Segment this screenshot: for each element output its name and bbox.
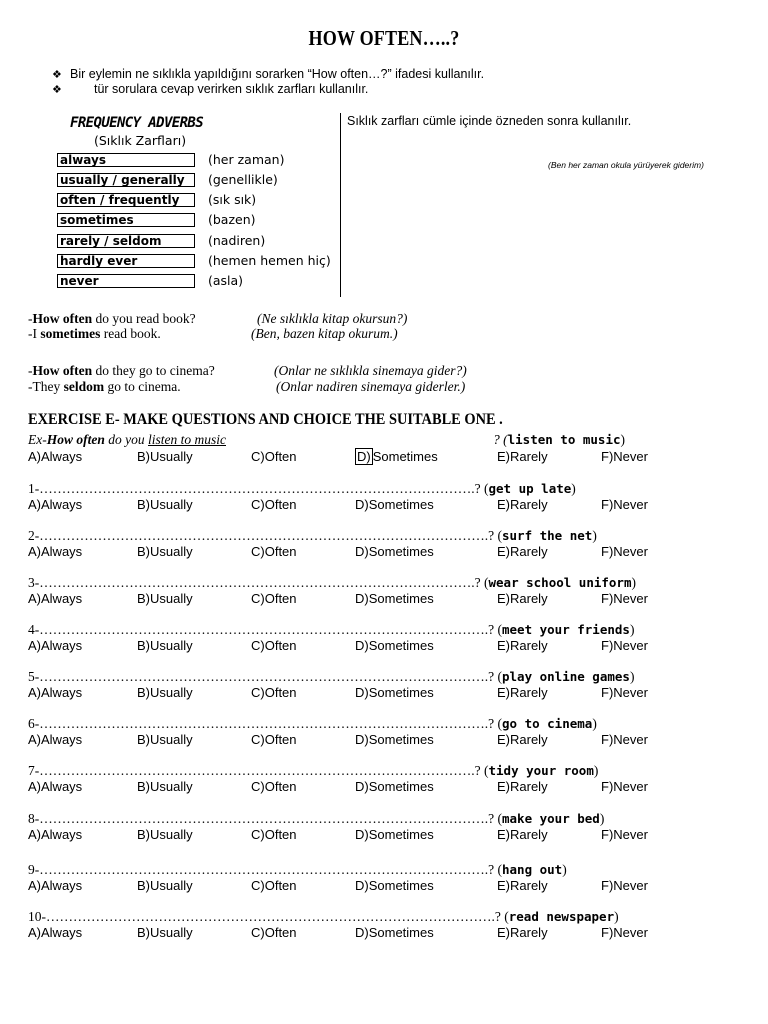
answer-blank[interactable]: ………………………………………………………………………………………. <box>39 622 489 637</box>
question-mark: ? ( <box>474 481 489 496</box>
option-e[interactable]: E)Rarely <box>497 497 548 512</box>
close-paren: ) <box>620 432 626 447</box>
option-e[interactable]: E)Rarely <box>497 827 548 842</box>
sentence-rest: read book. <box>100 326 161 341</box>
cue-text: tidy your room <box>488 763 594 778</box>
close-paren: ) <box>592 716 597 731</box>
translation-text: (Onlar nadiren sinemaya giderler.) <box>276 379 466 394</box>
translation-text: (Ne sıklıkla kitap okursun?) <box>257 311 408 326</box>
close-paren: ) <box>629 669 635 684</box>
bullet-text: Bir eylemin ne sıklıkla yapıldığını sorarken “How often…?” ifadesi kullanılır. <box>70 67 485 81</box>
cue-text: meet your friends <box>502 622 630 637</box>
close-paren: ) <box>593 763 599 778</box>
close-paren: ) <box>631 575 636 590</box>
answer-blank[interactable]: ………………………………………………………………………………………. <box>39 811 489 826</box>
keyword: How often <box>32 363 93 378</box>
example-sentence <box>28 363 215 379</box>
dash: - <box>28 363 33 378</box>
option-b[interactable]: B)Usually <box>137 685 193 700</box>
column-divider <box>340 113 341 297</box>
question-mark: ? ( <box>493 432 508 447</box>
option-d[interactable]: D)Sometimes <box>355 685 434 700</box>
dash: -I <box>28 326 41 341</box>
answer-blank[interactable]: ………………………………………………………………………………………. <box>46 909 495 924</box>
option-a: A)Always <box>28 449 83 464</box>
answer-blank[interactable]: ……………………………………………………………………………………. <box>39 575 475 590</box>
option-c[interactable]: C)Often <box>251 925 297 940</box>
example-sentence <box>28 326 161 342</box>
option-d[interactable]: D)Sometimes <box>355 827 434 842</box>
adverb-translation: (bazen) <box>208 212 256 227</box>
keyword: How often <box>46 432 105 447</box>
option-c[interactable]: C)Often <box>251 732 297 747</box>
option-a[interactable]: A)Always <box>28 638 83 653</box>
example-translation <box>251 326 398 342</box>
question-number: 10- <box>28 909 46 924</box>
option-d[interactable]: D)Sometimes <box>355 638 434 653</box>
exercise-example-cue <box>493 432 625 448</box>
option-a[interactable]: A)Always <box>28 827 83 842</box>
option-c[interactable]: C)Often <box>251 591 297 606</box>
option-e: E)Rarely <box>497 449 548 464</box>
question-mark: ? ( <box>488 716 502 731</box>
question-line <box>28 811 604 827</box>
question-line <box>28 575 636 591</box>
exercise-heading: EXERCISE E- MAKE QUESTIONS AND CHOICE THE SUITABLE ONE . <box>28 411 503 428</box>
translation-text: (Onlar ne sıklıkla sinemaya gider?) <box>274 363 467 378</box>
question-mark: ? ( <box>488 669 502 684</box>
question-number: 3- <box>28 575 40 590</box>
close-paren: ) <box>614 909 619 924</box>
option-a[interactable]: A)Always <box>28 497 83 512</box>
close-paren: ) <box>599 811 605 826</box>
adverb-translation: (nadiren) <box>208 233 266 248</box>
option-e[interactable]: E)Rarely <box>497 591 548 606</box>
option-b[interactable]: B)Usually <box>137 591 193 606</box>
dash: - <box>28 311 33 326</box>
option-d[interactable]: D)Sometimes <box>355 878 434 893</box>
option-f[interactable]: F)Never <box>601 732 648 747</box>
question-line <box>28 669 634 685</box>
diamond-bullet-icon: ❖ <box>52 69 62 81</box>
cue-text: listen to music <box>507 432 621 447</box>
answer-blank[interactable]: ………………………………………………………………………………………. <box>39 669 489 684</box>
page-title: HOW OFTEN…..? <box>308 26 460 50</box>
option-c[interactable]: C)Often <box>251 638 297 653</box>
option-f[interactable]: F)Never <box>601 779 648 794</box>
option-e[interactable]: E)Rarely <box>497 732 548 747</box>
option-e[interactable]: E)Rarely <box>497 878 548 893</box>
question-number: 8- <box>28 811 40 826</box>
cue-text: read newspaper <box>508 909 615 924</box>
option-a[interactable]: A)Always <box>28 779 83 794</box>
option-c[interactable]: C)Often <box>251 685 297 700</box>
option-e[interactable]: E)Rarely <box>497 638 548 653</box>
option-b[interactable]: B)Usually <box>137 827 193 842</box>
cue-text: hang out <box>502 862 563 877</box>
adverb-box: hardly ever <box>57 254 195 268</box>
adverb-translation: (sık sık) <box>208 192 257 207</box>
option-c[interactable]: C)Often <box>251 779 297 794</box>
adverb-box: rarely / seldom <box>57 234 195 248</box>
option-a[interactable]: A)Always <box>28 878 83 893</box>
option-f[interactable]: F)Never <box>601 878 648 893</box>
option-b[interactable]: B)Usually <box>137 732 193 747</box>
example-sentence <box>28 379 181 395</box>
cue-text: play online games <box>502 669 630 684</box>
answer-blank[interactable]: ………………………………………………………………………………………. <box>39 528 489 543</box>
example-translation <box>257 311 407 327</box>
option-d[interactable]: D)Sometimes <box>355 732 434 747</box>
option-b[interactable]: B)Usually <box>137 544 193 559</box>
question-line <box>28 528 597 544</box>
option-a[interactable]: A)Always <box>28 591 83 606</box>
adverb-box: always <box>57 153 195 167</box>
option-b[interactable]: B)Usually <box>137 878 193 893</box>
question-line <box>28 622 634 638</box>
adverb-position-note: Sıklık zarfları cümle içinde özneden sonra kullanılır. <box>347 114 632 128</box>
translation-text: (Ben, bazen kitap okurum.) <box>251 326 398 341</box>
close-paren: ) <box>592 528 597 543</box>
question-line <box>28 862 567 878</box>
question-mark: ? ( <box>488 862 502 877</box>
option-b: B)Usually <box>137 449 193 464</box>
question-number: 5- <box>28 669 40 684</box>
bullet-item <box>52 67 484 81</box>
option-b[interactable]: B)Usually <box>137 497 193 512</box>
option-d[interactable]: D)Sometimes <box>355 591 434 606</box>
option-a[interactable]: A)Always <box>28 925 83 940</box>
diamond-bullet-icon: ❖ <box>52 84 62 96</box>
option-f[interactable]: F)Never <box>601 685 648 700</box>
selected-letter-box: D) <box>357 449 371 464</box>
answer-blank[interactable]: ……………………………………………………………………………………. <box>39 763 475 778</box>
example-prefix: Ex- <box>28 432 47 447</box>
close-paren: ) <box>571 481 576 496</box>
adverb-box: sometimes <box>57 213 195 227</box>
option-f[interactable]: F)Never <box>601 827 648 842</box>
close-paren: ) <box>562 862 567 877</box>
question-mark: ? ( <box>488 622 502 637</box>
adverb-box: often / frequently <box>57 193 195 207</box>
option-a[interactable]: A)Always <box>28 732 83 747</box>
question-number: 7- <box>28 763 40 778</box>
selected-option-text: Sometimes <box>372 449 438 464</box>
underlined-phrase: listen to music <box>148 432 226 447</box>
question-mark: ? ( <box>488 528 502 543</box>
frequency-adverbs-subheading: (Sıklık Zarfları) <box>94 133 187 148</box>
option-d[interactable]: D)Sometimes <box>355 925 434 940</box>
question-number: 9- <box>28 862 40 877</box>
option-b[interactable]: B)Usually <box>137 925 193 940</box>
example-translation-note: (Ben her zaman okula yürüyerek giderim) <box>548 160 704 170</box>
question-number: 2- <box>28 528 40 543</box>
question-line <box>28 481 576 497</box>
option-c: C)Often <box>251 449 297 464</box>
option-d-selected <box>355 449 438 464</box>
question-line <box>28 909 619 925</box>
keyword: sometimes <box>40 326 101 341</box>
example-middle: do you <box>104 432 148 447</box>
option-e[interactable]: E)Rarely <box>497 779 548 794</box>
question-mark: ? ( <box>474 763 489 778</box>
close-paren: ) <box>629 622 635 637</box>
option-f[interactable]: F)Never <box>601 638 648 653</box>
option-f[interactable]: F)Never <box>601 591 648 606</box>
option-d[interactable]: D)Sometimes <box>355 497 434 512</box>
option-d[interactable]: D)Sometimes <box>355 779 434 794</box>
keyword: seldom <box>63 379 105 394</box>
example-translation <box>276 379 465 395</box>
option-f[interactable]: F)Never <box>601 497 648 512</box>
answer-blank[interactable]: ……………………………………………………………………………………. <box>39 481 475 496</box>
question-line <box>28 763 598 779</box>
question-number: 6- <box>28 716 40 731</box>
cue-text: get up late <box>488 481 572 496</box>
sentence-rest: do you read book? <box>92 311 196 326</box>
option-c[interactable]: C)Often <box>251 827 297 842</box>
adverb-translation: (her zaman) <box>208 152 285 167</box>
option-c[interactable]: C)Often <box>251 544 297 559</box>
example-translation <box>274 363 467 379</box>
adverb-box: usually / generally <box>57 173 195 187</box>
option-a[interactable]: A)Always <box>28 544 83 559</box>
exercise-example <box>28 432 226 448</box>
question-number: 4- <box>28 622 40 637</box>
adverb-translation: (asla) <box>208 273 244 288</box>
keyword: How often <box>32 311 93 326</box>
frequency-adverbs-heading: FREQUENCY ADVERBS <box>70 115 204 131</box>
dash: -They <box>28 379 64 394</box>
option-e[interactable]: E)Rarely <box>497 925 548 940</box>
option-d[interactable]: D)Sometimes <box>355 544 434 559</box>
cue-text: surf the net <box>502 528 593 543</box>
adverb-translation: (genellikle) <box>208 172 278 187</box>
question-mark: ? ( <box>488 811 502 826</box>
question-line <box>28 716 597 732</box>
sentence-rest: do they go to cinema? <box>92 363 215 378</box>
option-e[interactable]: E)Rarely <box>497 544 548 559</box>
answer-blank[interactable]: ………………………………………………………………………………………. <box>39 862 489 877</box>
option-a[interactable]: A)Always <box>28 685 83 700</box>
adverb-translation: (hemen hemen hiç) <box>208 253 331 268</box>
option-f[interactable]: F)Never <box>601 925 648 940</box>
cue-text: go to cinema <box>502 716 593 731</box>
option-b[interactable]: B)Usually <box>137 638 193 653</box>
question-mark: ? ( <box>494 909 509 924</box>
sentence-rest: go to cinema. <box>104 379 181 394</box>
option-c[interactable]: C)Often <box>251 878 297 893</box>
answer-blank[interactable]: ………………………………………………………………………………………. <box>39 716 489 731</box>
bullet-item <box>52 82 368 96</box>
option-e[interactable]: E)Rarely <box>497 685 548 700</box>
option-f: F)Never <box>601 449 648 464</box>
question-mark: ? ( <box>474 575 489 590</box>
cue-text: make your bed <box>502 811 600 826</box>
bullet-text: tür sorulara cevap verirken sıklık zarfları kullanılır. <box>94 82 369 96</box>
adverb-box: never <box>57 274 195 288</box>
cue-text: wear school uniform <box>488 575 632 590</box>
option-c[interactable]: C)Often <box>251 497 297 512</box>
option-b[interactable]: B)Usually <box>137 779 193 794</box>
option-f[interactable]: F)Never <box>601 544 648 559</box>
question-number: 1- <box>28 481 40 496</box>
example-sentence <box>28 311 196 327</box>
